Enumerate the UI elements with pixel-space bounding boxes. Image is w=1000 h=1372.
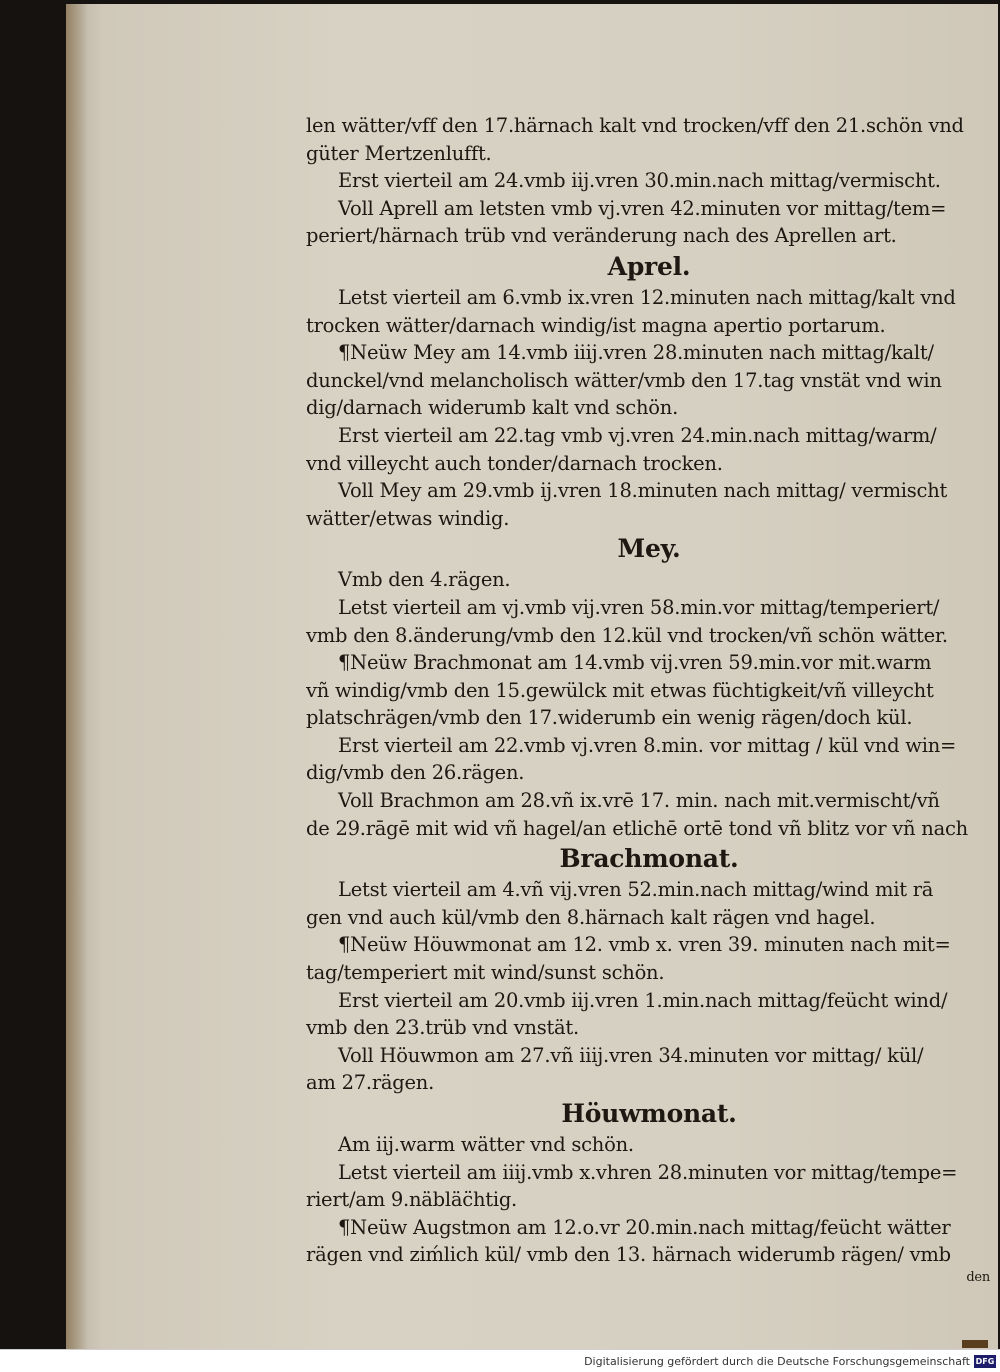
month-heading: Höuwmonat. [561,1099,737,1128]
color-calibration-strip [962,1340,988,1348]
text-line: vmb den 8.änderung/vmb den 12.kül vnd trocken/vñ schön wätter. [306,623,948,647]
text-line: gen vnd auch kül/vmb den 8.härnach kalt rägen vnd hagel. [306,905,876,929]
text-line: wätter/etwas windig. [306,506,510,530]
text-line: Erst vierteil am 22.vmb vj.vren 8.min. vor mittag / kül vnd win= [338,733,957,757]
text-line: len wätter/vff den 17.härnach kalt vnd trocken/vff den 21.schön vnd [306,114,964,137]
text-line: vñ windig/vmb den 15.gewülck mit etwas füchtigkeit/vñ villeycht [306,678,934,702]
text-line: riert/am 9.näbläc̈htig. [306,1188,518,1212]
text-line: ¶Neüw Höuwmonat am 12. vmb x. vren 39. minuten nach mit= [338,933,951,957]
text-line: ¶Neüw Augstmon am 12.o.vr 20.min.nach mittag/feücht wätter [338,1215,951,1239]
text-line: ¶Neüw Brachmonat am 14.vmb vij.vren 59.min.vor mit.warm [338,651,932,675]
month-heading: Aprel. [607,251,691,281]
text-line: Voll Aprell am letsten vmb vj.vren 42.minuten vor mittag/tem= [338,196,947,220]
text-line: Letst vierteil am vj.vmb vij.vren 58.min.vor mittag/temperiert/ [338,595,940,619]
dfg-logo-icon: DFG [975,1357,995,1366]
text-line: ¶Neüw Mey am 14.vmb iiij.vren 28.minuten nach mittag/kalt/ [338,341,934,365]
footer-bar [0,1349,1000,1372]
text-line: platschrägen/vmb den 17.widerumb ein wenig rägen/doch kül. [306,706,913,730]
funding-notice: Digitalisierung gefördert durch die Deutsche Forschungsgemeinschaft [584,1355,970,1368]
catchword: den [966,1269,990,1285]
text-line: Letst vierteil am iiij.vmb x.vhren 28.minuten vor mittag/tempe= [338,1160,958,1184]
text-line: Am iij.warm wätter vnd schön. [338,1133,634,1156]
text-line: dig/darnach widerumb kalt vnd schön. [306,396,679,420]
text-line: periert/härnach trüb vnd veränderung nach des Aprellen art. [306,224,897,248]
text-line: trocken wätter/darnach windig/ist magna apertio portarum. [306,313,886,337]
month-heading: Brachmonat. [559,844,739,874]
text-line: Erst vierteil am 22.tag vmb vj.vren 24.min.nach mittag/warm/ [338,423,937,447]
text-line: Erst vierteil am 20.vmb iij.vren 1.min.nach mittag/feücht wind/ [338,988,948,1012]
text-line: de 29.rāgē mit wid vñ hagel/an etlichē ortē tond vñ blitz vor vñ nach [306,816,968,840]
text-line: vmb den 23.trüb vnd vnstät. [306,1016,579,1040]
text-line: Voll Mey am 29.vmb ij.vren 18.minuten nach mittag/ vermischt [338,479,948,503]
text-line: Voll Höuwmon am 27.vñ iiij.vren 34.minuten vor mittag/ kül/ [338,1043,924,1067]
text-line: Letst vierteil am 4.vñ vij.vren 52.min.nach mittag/wind mit rā [338,878,934,902]
page-text [306,112,992,1287]
text-line: tag/temperiert mit wind/sunst schön. [306,961,665,985]
text-line: dunckel/vnd melancholisch wätter/vmb den 17.tag vnstät vnd win [306,368,942,392]
text-line: Vmb den 4.rägen. [338,568,511,592]
text-line: am 27.rägen. [306,1071,435,1095]
page-binding-shadow [66,4,88,1350]
text-line: dig/vmb den 26.rägen. [306,761,525,785]
text-line: rägen vnd ziḿlich kül/ vmb den 13. härnach widerumb rägen/ vmb [306,1243,951,1267]
text-line: Voll Brachmon am 28.vñ ix.vrē 17. min. nach mit.vermischt/vñ [338,789,940,813]
text-line: Letst vierteil am 6.vmb ix.vren 12.minuten nach mittag/kalt vnd [338,285,956,309]
text-line: Erst vierteil am 24.vmb iij.vren 30.min.nach mittag/vermischt. [338,169,941,193]
text-line: güter Mertzenlufft. [306,141,492,165]
month-heading: Mey. [617,534,681,564]
text-line: vnd villeycht auch tonder/darnach trocken. [306,451,723,475]
